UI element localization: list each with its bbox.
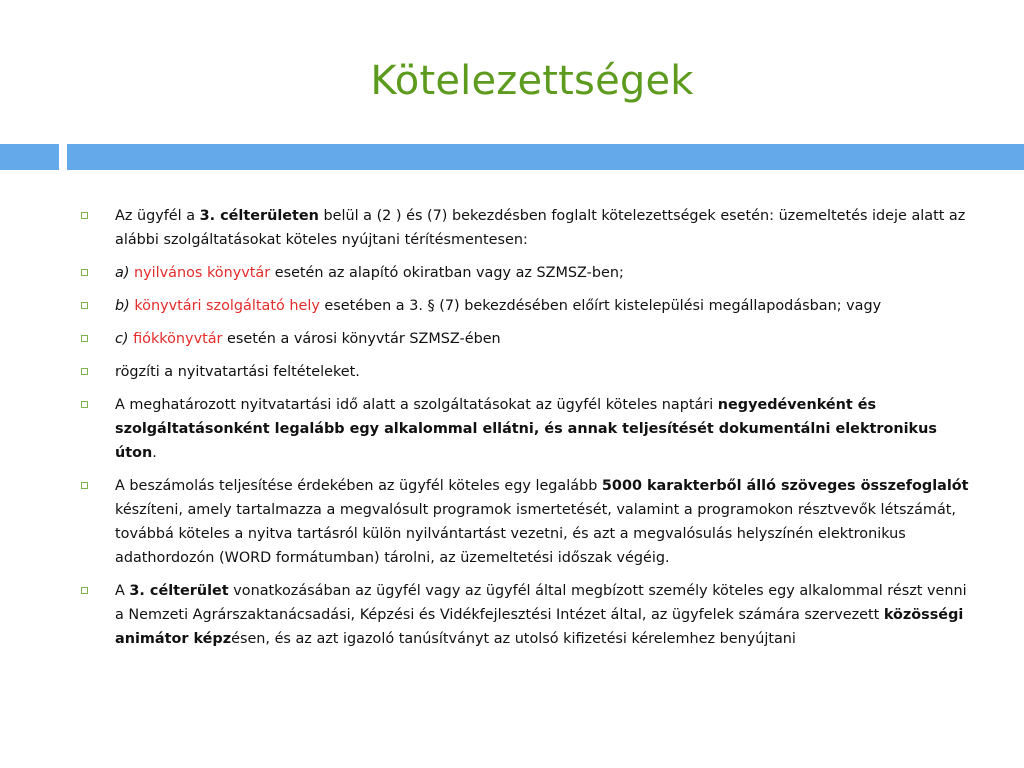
item-text: esetén az alapító okiratban vagy az SZMSZ-ben;	[270, 265, 624, 281]
item-letter: c)	[115, 331, 129, 347]
bullet-list	[78, 204, 978, 660]
item-text: esetében a 3. § (7) bekezdésében előírt kistelepülési megállapodásban; vagy	[319, 298, 882, 314]
item-letter: b)	[115, 298, 130, 314]
list-item	[78, 204, 978, 252]
item-text: A	[115, 583, 130, 599]
item-text: vonatkozásában az ügyfél vagy az ügyfél által megbízott személy köteles egy alkalommal részt venni a Nemzeti Agrárszaktanácsadási, Képzési és Vidékfejlesztési Intézet által, az ügyfelek számára szervezett	[115, 583, 967, 623]
list-item	[78, 579, 978, 651]
header-band-right	[67, 144, 1024, 170]
list-item	[78, 360, 978, 384]
item-bold-text: közösségi animátor képz	[115, 607, 964, 647]
header-band-left	[0, 144, 59, 170]
item-letter: a)	[115, 265, 130, 281]
hollow-square-bullet-icon	[81, 482, 88, 489]
item-bold-text: negyedévenként és szolgáltatásonként legalább egy alkalommal ellátni, és annak teljesítését dokumentálni elektronikus úton	[115, 397, 937, 461]
slide-title: Kötelezettségek	[370, 58, 694, 104]
item-bold-text: 3. célterületen	[199, 208, 319, 224]
item-text: készíteni, amely tartalmazza a megvalósult programok ismertetését, valamint a programokon résztvevők létszámát, továbbá köteles a nyitva tartásról külön nyilvántartást vezetni, és azt a megvalósulás helyszínén elektronikus adathordozón (WORD formátumban) tárolni, az üzemeltetési időszak végéig.	[115, 502, 956, 566]
list-item	[78, 294, 978, 318]
hollow-square-bullet-icon	[81, 368, 88, 375]
hollow-square-bullet-icon	[81, 302, 88, 309]
item-text: .	[152, 445, 157, 461]
item-text: A beszámolás teljesítése érdekében az ügyfél köteles egy legalább	[115, 478, 602, 494]
item-text: esetén a városi könyvtár SZMSZ-ében	[222, 331, 501, 347]
item-bold-text: 3. célterület	[129, 583, 229, 599]
list-item	[78, 327, 978, 351]
hollow-square-bullet-icon	[81, 269, 88, 276]
list-item	[78, 393, 978, 465]
hollow-square-bullet-icon	[81, 401, 88, 408]
hollow-square-bullet-icon	[81, 587, 88, 594]
item-highlight-text: nyilvános könyvtár	[134, 265, 271, 281]
item-text: Az ügyfél a	[115, 208, 200, 224]
item-text: rögzíti a nyitvatartási feltételeket.	[115, 364, 360, 380]
list-item	[78, 474, 978, 570]
item-bold-text: 5000 karakterből álló szöveges összefoglalót	[601, 478, 969, 494]
item-text: belül a (2 ) és (7) bekezdésben foglalt kötelezettségek esetén: üzemeltetés ideje alatt az alábbi szolgáltatásokat köteles nyújtani térítésmentesen:	[115, 208, 966, 248]
hollow-square-bullet-icon	[81, 212, 88, 219]
item-text: A meghatározott nyitvatartási idő alatt a szolgáltatásokat az ügyfél köteles naptári	[115, 397, 718, 413]
item-highlight-text: fiókkönyvtár	[133, 331, 223, 347]
item-text: ésen, és az azt igazoló tanúsítványt az utolsó kifizetési kérelemhez benyújtani	[231, 631, 796, 647]
hollow-square-bullet-icon	[81, 335, 88, 342]
item-highlight-text: könyvtári szolgáltató hely	[134, 298, 320, 314]
list-item	[78, 261, 978, 285]
